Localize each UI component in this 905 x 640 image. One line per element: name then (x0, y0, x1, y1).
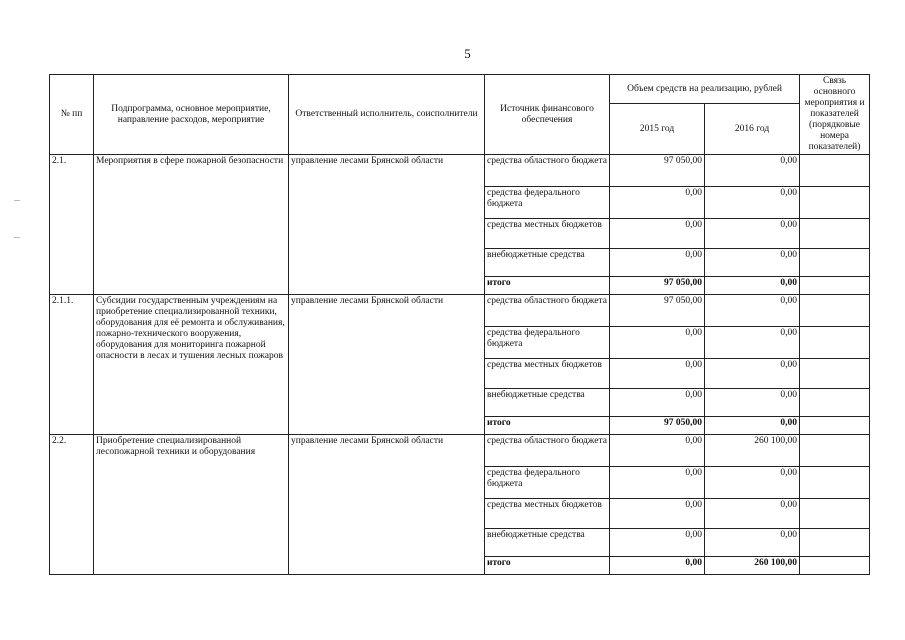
indicator-link-cell (800, 417, 870, 435)
header-volume: Объем средств на реализацию, рублей (610, 75, 800, 104)
indicator-link-cell (800, 499, 870, 529)
amount-2015: 0,00 (610, 389, 705, 417)
indicator-link-cell (800, 187, 870, 219)
indicator-link-cell (800, 467, 870, 499)
funding-source: внебюджетные средства (485, 529, 610, 557)
funding-source: внебюджетные средства (485, 249, 610, 277)
funding-source: средства областного бюджета (485, 295, 610, 327)
section-code: 2.1. (50, 155, 94, 295)
section-code: 2.1.1. (50, 295, 94, 435)
funding-source: средства федерального бюджета (485, 187, 610, 219)
amount-2016: 0,00 (705, 249, 800, 277)
table-row (50, 295, 870, 327)
indicator-link-cell (800, 249, 870, 277)
amount-2016: 0,00 (705, 359, 800, 389)
section-executor: управление лесами Брянской области (289, 295, 485, 435)
header-program: Подпрограмма, основное мероприятие, направление расходов, мероприятие (94, 75, 289, 155)
amount-2015: 97 050,00 (610, 417, 705, 435)
amount-2016: 0,00 (705, 499, 800, 529)
funding-source: средства местных бюджетов (485, 499, 610, 529)
funding-source: средства местных бюджетов (485, 359, 610, 389)
margin-mark (14, 200, 20, 201)
indicator-link-cell (800, 389, 870, 417)
amount-2016: 0,00 (705, 327, 800, 359)
header-year-2016: 2016 год (705, 104, 800, 155)
indicator-link-cell (800, 327, 870, 359)
amount-2015: 0,00 (610, 557, 705, 575)
amount-2016: 0,00 (705, 467, 800, 499)
amount-2016: 260 100,00 (705, 557, 800, 575)
header-number: № пп (50, 75, 94, 155)
indicator-link-cell (800, 529, 870, 557)
page-number: 5 (464, 46, 471, 61)
amount-2016: 0,00 (705, 417, 800, 435)
header-link: Связь основного мероприятия и показателей (порядковые номера показателей) (800, 75, 870, 155)
section-title: Субсидии государственным учреждениям на приобретение специализированной техники, оборудования для её ремонта и обслуживания, пожарно-технического вооружения, оборудования для мониторинга пожарной опасности в лесах и тушения лесных пожаров (94, 295, 289, 435)
funding-source: внебюджетные средства (485, 389, 610, 417)
indicator-link-cell (800, 359, 870, 389)
amount-2016: 0,00 (705, 155, 800, 187)
amount-2015: 0,00 (610, 219, 705, 249)
section-code: 2.2. (50, 435, 94, 575)
section-title: Приобретение специализированной лесопожарной техники и оборудования (94, 435, 289, 575)
section-executor: управление лесами Брянской области (289, 435, 485, 575)
amount-2015: 0,00 (610, 499, 705, 529)
amount-2015: 0,00 (610, 249, 705, 277)
margin-mark (14, 237, 20, 238)
table-row (50, 155, 870, 187)
amount-2015: 0,00 (610, 327, 705, 359)
section-executor: управление лесами Брянской области (289, 155, 485, 295)
amount-2015: 0,00 (610, 467, 705, 499)
section-title: Мероприятия в сфере пожарной безопасности (94, 155, 289, 295)
amount-2016: 0,00 (705, 529, 800, 557)
funding-source: средства федерального бюджета (485, 467, 610, 499)
funding-source: средства местных бюджетов (485, 219, 610, 249)
funding-source: итого (485, 557, 610, 575)
funding-source: итого (485, 417, 610, 435)
amount-2016: 0,00 (705, 389, 800, 417)
amount-2016: 260 100,00 (705, 435, 800, 467)
header-source: Источник финансового обеспечения (485, 75, 610, 155)
amount-2016: 0,00 (705, 277, 800, 295)
funding-source: средства федерального бюджета (485, 327, 610, 359)
indicator-link-cell (800, 219, 870, 249)
funding-source: средства областного бюджета (485, 435, 610, 467)
table-body (50, 155, 870, 575)
indicator-link-cell (800, 295, 870, 327)
budget-table (49, 74, 870, 575)
amount-2016: 0,00 (705, 295, 800, 327)
indicator-link-cell (800, 557, 870, 575)
amount-2015: 0,00 (610, 359, 705, 389)
amount-2015: 97 050,00 (610, 295, 705, 327)
amount-2015: 0,00 (610, 529, 705, 557)
header-executor: Ответственный исполнитель, соисполнители (289, 75, 485, 155)
amount-2015: 0,00 (610, 435, 705, 467)
amount-2015: 0,00 (610, 187, 705, 219)
indicator-link-cell (800, 155, 870, 187)
amount-2016: 0,00 (705, 219, 800, 249)
indicator-link-cell (800, 435, 870, 467)
amount-2015: 97 050,00 (610, 155, 705, 187)
amount-2016: 0,00 (705, 187, 800, 219)
funding-source: итого (485, 277, 610, 295)
table-row (50, 435, 870, 467)
amount-2015: 97 050,00 (610, 277, 705, 295)
indicator-link-cell (800, 277, 870, 295)
funding-source: средства областного бюджета (485, 155, 610, 187)
header-year-2015: 2015 год (610, 104, 705, 155)
